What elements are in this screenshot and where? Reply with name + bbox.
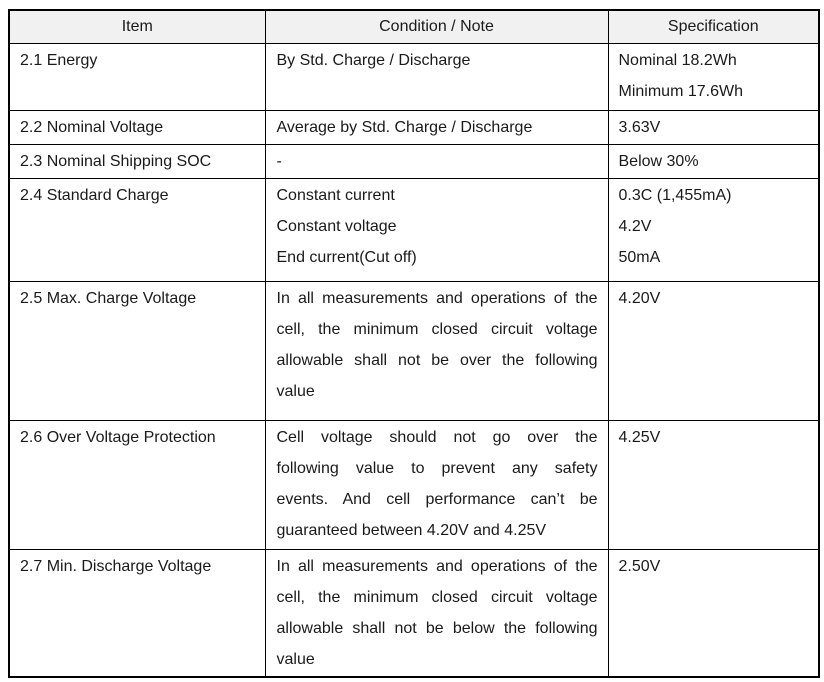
- spec-cell: 3.63V: [608, 110, 819, 144]
- condition-cell: Cell voltage should not go over the following value to prevent any safety events. And cell performance can’t be guaranteed between 4.20V and 4.25V: [265, 420, 608, 549]
- item-cell: 2.2 Nominal Voltage: [9, 110, 265, 144]
- table-row-max-charge-voltage: [9, 281, 819, 420]
- table-row-min-discharge-voltage: [9, 549, 819, 677]
- condition-cell: By Std. Charge / Discharge: [265, 43, 608, 110]
- condition-cell: Constant current Constant voltage End current(Cut off): [265, 178, 608, 281]
- item-cell: 2.1 Energy: [9, 43, 265, 110]
- condition-cell: In all measurements and operations of the cell, the minimum closed circuit voltage allowable shall not be over the following value: [265, 281, 608, 420]
- item-cell: 2.6 Over Voltage Protection: [9, 420, 265, 549]
- spec-cell: 4.25V: [608, 420, 819, 549]
- spec-cell: Nominal 18.2Wh Minimum 17.6Wh: [608, 43, 819, 110]
- condition-cell: Average by Std. Charge / Discharge: [265, 110, 608, 144]
- item-cell: 2.5 Max. Charge Voltage: [9, 281, 265, 420]
- header-item: Item: [9, 10, 265, 43]
- item-cell: 2.3 Nominal Shipping SOC: [9, 144, 265, 178]
- condition-cell: -: [265, 144, 608, 178]
- spec-cell: Below 30%: [608, 144, 819, 178]
- header-row: [9, 10, 819, 43]
- spec-cell: 0.3C (1,455mA) 4.2V 50mA: [608, 178, 819, 281]
- spec-table: [8, 9, 820, 678]
- table-row-standard-charge: [9, 178, 819, 281]
- header-condition: Condition / Note: [265, 10, 608, 43]
- spec-cell: 2.50V: [608, 549, 819, 677]
- table-row-energy: [9, 43, 819, 110]
- item-cell: 2.7 Min. Discharge Voltage: [9, 549, 265, 677]
- condition-cell: In all measurements and operations of the cell, the minimum closed circuit voltage allowable shall not be below the following value: [265, 549, 608, 677]
- table-row-shipping-soc: [9, 144, 819, 178]
- spec-cell: 4.20V: [608, 281, 819, 420]
- header-specification: Specification: [608, 10, 819, 43]
- table-row-nominal-voltage: [9, 110, 819, 144]
- table-row-over-voltage-protection: [9, 420, 819, 549]
- item-cell: 2.4 Standard Charge: [9, 178, 265, 281]
